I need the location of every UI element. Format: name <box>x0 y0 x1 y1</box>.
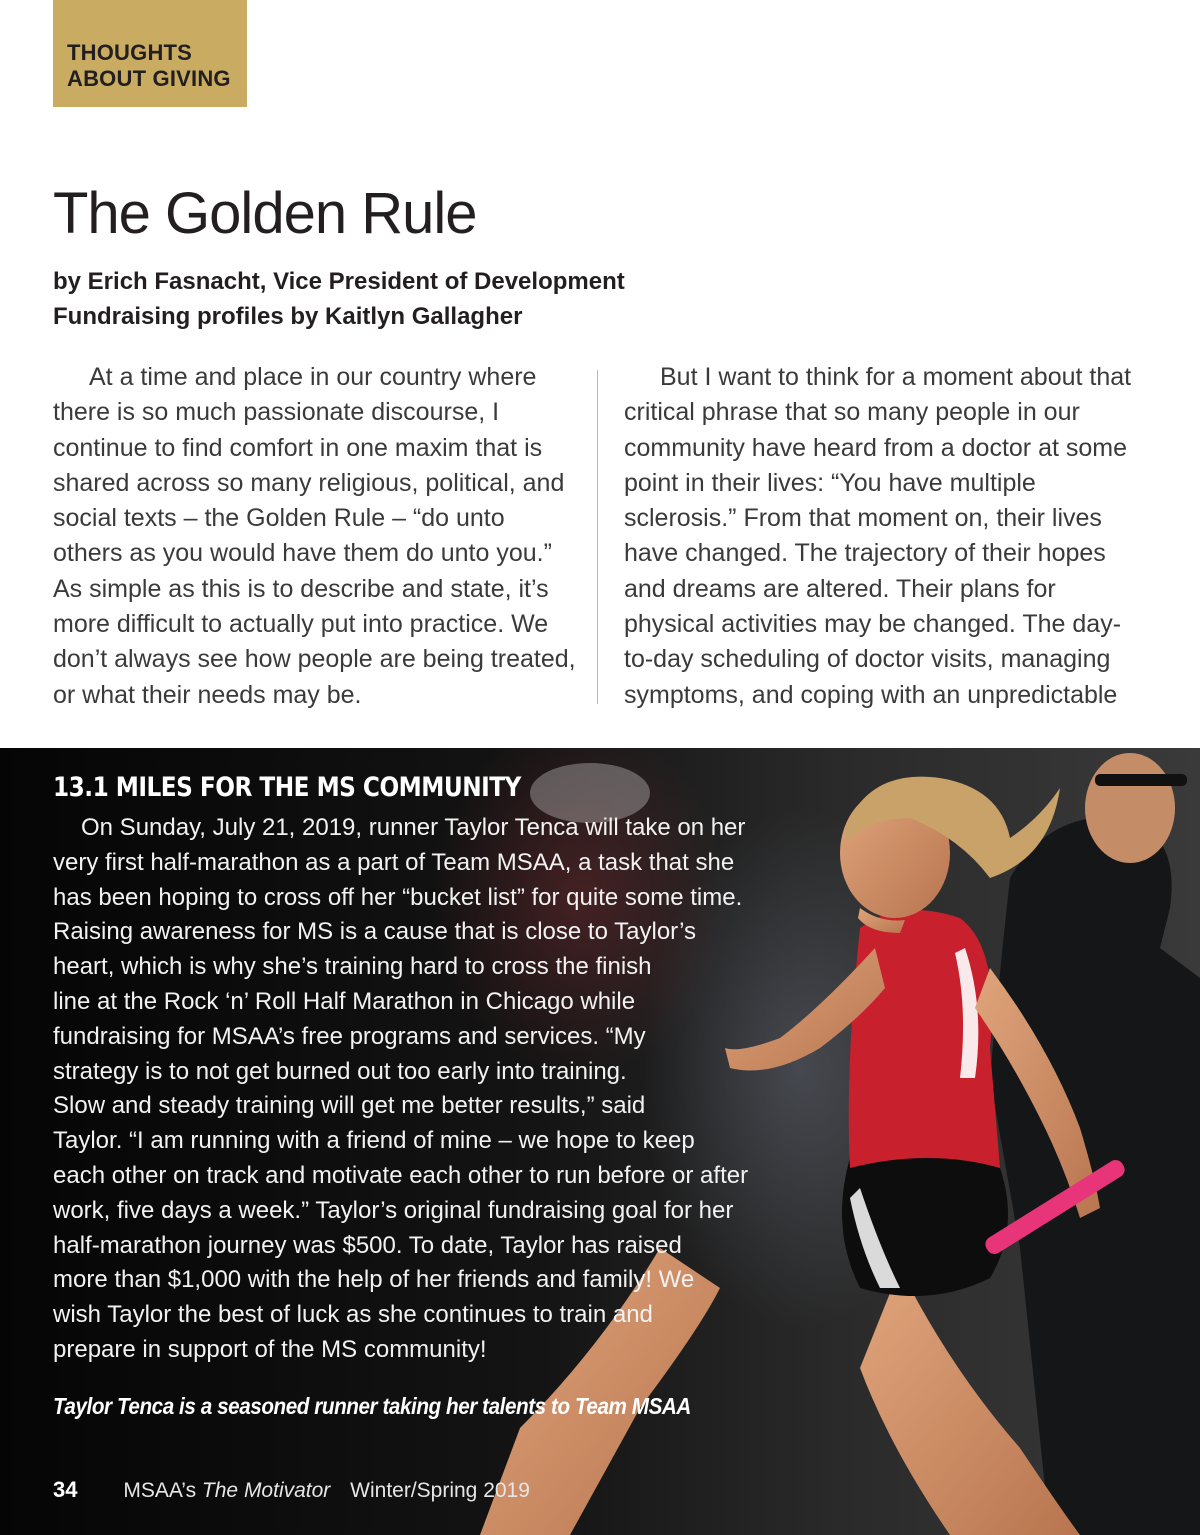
article-column-left <box>53 360 583 713</box>
text-line: has been hoping to cross off her “bucket list” for quite some time. <box>53 883 743 911</box>
spectator-head <box>1085 753 1175 863</box>
text-line: each other on track and motivate each other to run before or after <box>53 1161 749 1189</box>
text-line: others as you would have them do unto you.” <box>53 539 552 568</box>
text-line: On Sunday, July 21, 2019, runner Taylor Tenca will take on her <box>81 814 746 841</box>
text-line: symptoms, and coping with an unpredictable <box>624 680 1118 709</box>
photo-caption: Taylor Tenca is a seasoned runner taking her talents to Team MSAA <box>53 1393 691 1419</box>
byline-author: by Erich Fasnacht, Vice President of Development <box>53 268 625 295</box>
text-line: Raising awareness for MS is a cause that is close to Taylor’s <box>53 918 696 946</box>
text-line: Slow and steady training will get me better results,” said <box>53 1092 646 1120</box>
text-line: social texts – the Golden Rule – “do unto <box>53 504 505 533</box>
text-line: fundraising for MSAA’s free programs and services. “My <box>53 1022 646 1050</box>
text-line: heart, which is why she’s training hard to cross the finish <box>53 953 652 981</box>
section-tag <box>53 0 247 107</box>
profile-body <box>53 811 753 1368</box>
text-line: wish Taylor the best of luck as she continues to train and <box>53 1301 653 1329</box>
publication-title: The Motivator <box>201 1479 331 1502</box>
text-line: prepare in support of the MS community! <box>53 1335 487 1363</box>
text-line: physical activities may be changed. The day- <box>624 610 1122 639</box>
text-line: have changed. The trajectory of their hopes <box>624 539 1106 568</box>
text-line: very first half-marathon as a part of Team MSAA, a task that she <box>53 848 735 876</box>
text-line: half-marathon journey was $500. To date, Taylor has raised <box>53 1231 682 1259</box>
text-line: more than $1,000 with the help of her friends and family! We <box>53 1266 695 1294</box>
text-line: critical phrase that so many people in our <box>624 398 1080 427</box>
text-line: community have heard from a doctor at some <box>624 433 1128 462</box>
page-number: 34 <box>53 1477 78 1502</box>
text-line: work, five days a week.” Taylor’s original fundraising goal for her <box>53 1196 734 1224</box>
section-tag-line-1: THOUGHTS <box>67 40 193 65</box>
section-tag-line-2: ABOUT GIVING <box>67 66 231 91</box>
text-line: line at the Rock ‘n’ Roll Half Marathon in Chicago while <box>53 987 636 1015</box>
profile-heading: 13.1 MILES FOR THE MS COMMUNITY <box>53 772 521 803</box>
text-line: there is so much passionate discourse, I <box>53 398 500 427</box>
text-line: point in their lives: “You have multiple <box>624 468 1036 497</box>
publication-prefix: MSAA’s <box>123 1479 197 1502</box>
byline-profiles: Fundraising profiles by Kaitlyn Gallagher <box>53 303 523 330</box>
issue-label: Winter/Spring 2019 <box>350 1479 530 1502</box>
article-column-right <box>624 360 1164 713</box>
text-line: Taylor. “I am running with a friend of mine – we hope to keep <box>53 1127 695 1155</box>
text-line: strategy is to not get burned out too early into training. <box>53 1057 627 1085</box>
text-line: sclerosis.” From that moment on, their lives <box>624 504 1102 533</box>
text-line: But I want to think for a moment about that <box>660 363 1132 391</box>
text-line: shared across so many religious, political, and <box>53 468 565 497</box>
text-line: and dreams are altered. Their plans for <box>624 574 1056 603</box>
text-line: At a time and place in our country where <box>89 363 537 391</box>
byline <box>53 264 625 334</box>
fundraising-profile <box>53 772 753 1368</box>
column-divider <box>597 370 598 704</box>
page-footer <box>53 1477 530 1503</box>
text-line: As simple as this is to describe and state, it’s <box>53 574 549 603</box>
article-title: The Golden Rule <box>53 181 477 246</box>
sunglasses <box>1095 774 1187 786</box>
text-line: or what their needs may be. <box>53 680 362 709</box>
text-line: to-day scheduling of doctor visits, managing <box>624 645 1111 674</box>
text-line: continue to find comfort in one maxim that is <box>53 433 543 462</box>
text-line: more difficult to actually put into practice. We <box>53 610 549 639</box>
text-line: don’t always see how people are being treated, <box>53 645 576 674</box>
